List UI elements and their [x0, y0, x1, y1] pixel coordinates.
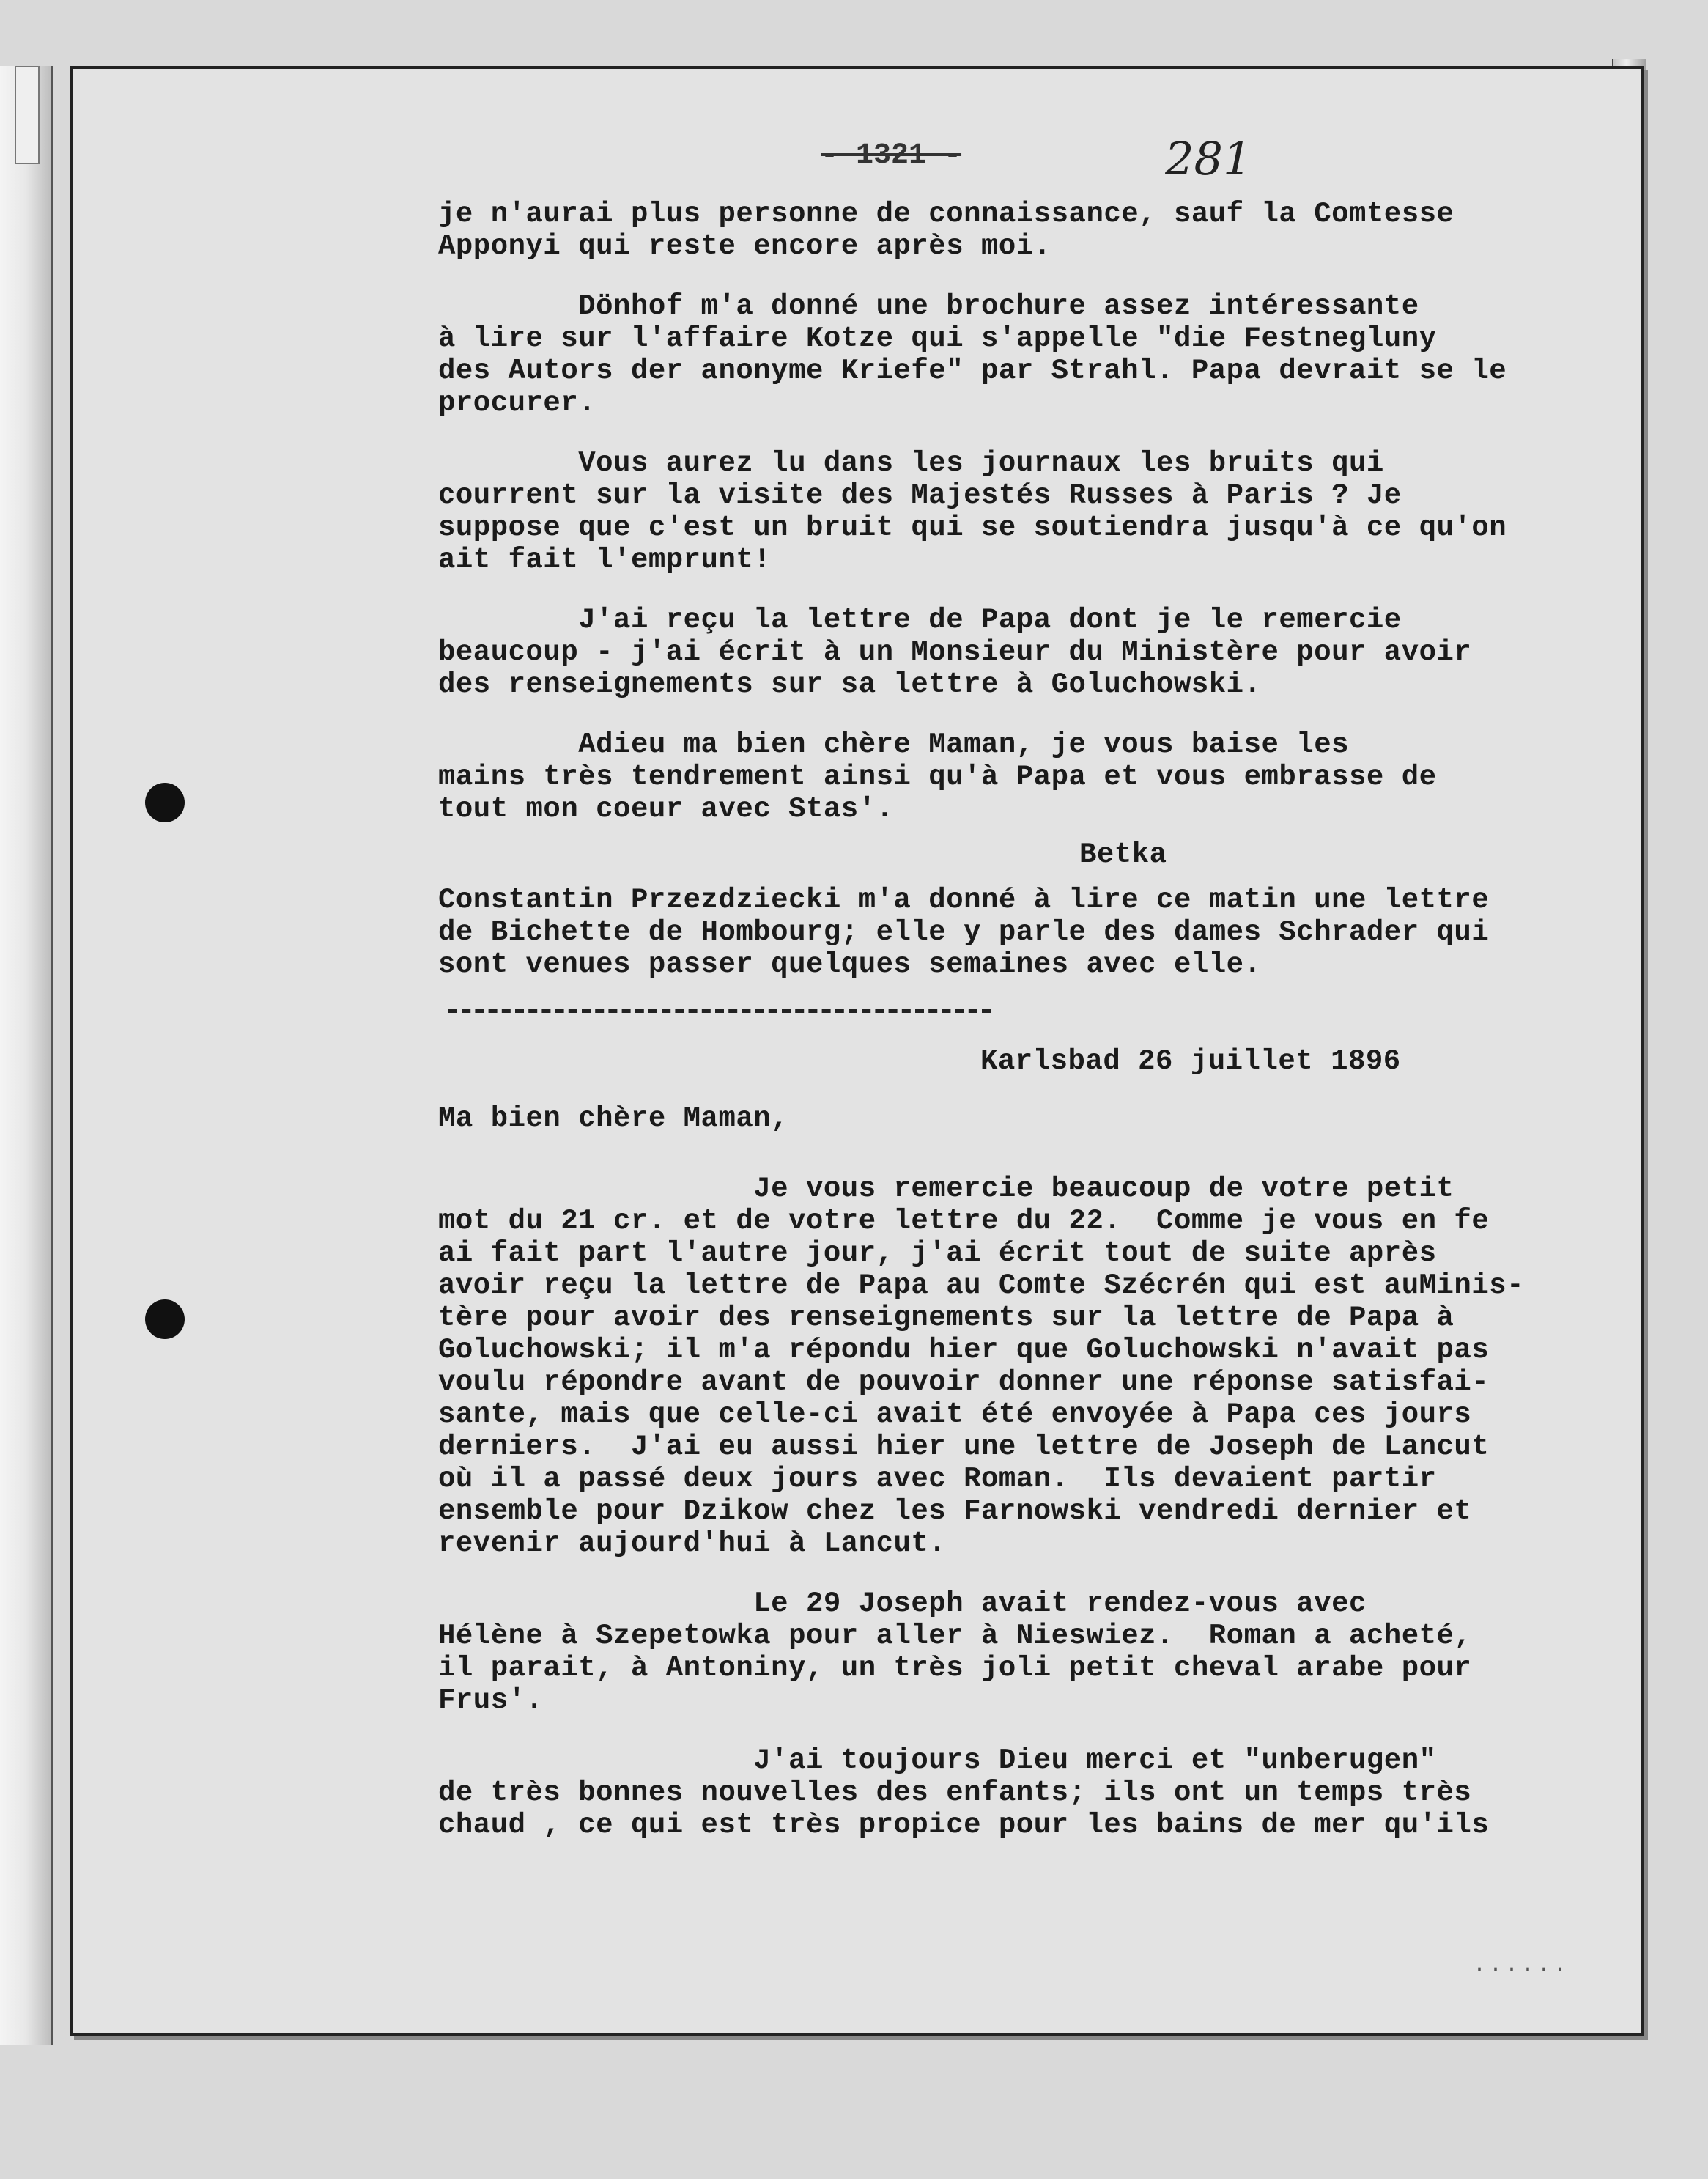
text-line: courrent sur la visite des Majestés Russes à Paris ? Je	[438, 479, 1402, 512]
text-line: Le 29 Joseph avait rendez-vous avec	[438, 1588, 1367, 1620]
letter2-paragraphs	[438, 1173, 1611, 1841]
text-line: des Autors der anonyme Kriefe" par Strahl. Papa devrait se le	[438, 355, 1507, 387]
letter-body	[438, 198, 1611, 1869]
signature: Betka	[1079, 838, 1167, 871]
text-line: suppose que c'est un bruit qui se soutiendra jusqu'à ce qu'on	[438, 512, 1507, 544]
text-line: chaud , ce qui est très propice pour les bains de mer qu'ils	[438, 1809, 1490, 1841]
paragraph	[438, 290, 1611, 419]
paragraph	[438, 604, 1611, 701]
text-line: procurer.	[438, 387, 596, 419]
text-line: je n'aurai plus personne de connaissance, sauf la Comtesse	[438, 198, 1454, 230]
punch-hole-lower	[145, 1299, 185, 1339]
text-line: de très bonnes nouvelles des enfants; ils ont un temps très	[438, 1777, 1472, 1809]
text-line: avoir reçu la lettre de Papa au Comte Szécrén qui est auMinis-	[438, 1269, 1525, 1302]
text-line: à lire sur l'affaire Kotze qui s'appelle "die Festnegluny	[438, 322, 1437, 355]
binder-strip	[15, 66, 40, 164]
text-line: Constantin Przezdziecki m'a donné à lire ce matin une lettre	[438, 884, 1490, 916]
text-line: Goluchowski; il m'a répondu hier que Goluchowski n'avait pas	[438, 1334, 1490, 1366]
text-line: des renseignements sur sa lettre à Goluchowski.	[438, 668, 1262, 701]
text-line: tère pour avoir des renseignements sur la lettre de Papa à	[438, 1302, 1454, 1334]
text-line: mains très tendrement ainsi qu'à Papa et vous embrasse de	[438, 761, 1437, 793]
text-line: Frus'.	[438, 1684, 544, 1717]
paragraph	[438, 729, 1611, 825]
postscript	[438, 884, 1611, 981]
text-line: derniers. J'ai eu aussi hier une lettre de Joseph de Lancut	[438, 1431, 1490, 1463]
paragraph	[438, 1744, 1611, 1841]
text-line: il parait, à Antoniny, un très joli petit cheval arabe pour	[438, 1652, 1472, 1684]
folio-number: 281	[1165, 132, 1252, 185]
text-line: Hélène à Szepetowka pour aller à Nieswiez. Roman a acheté,	[438, 1620, 1472, 1652]
text-line: ai fait part l'autre jour, j'ai écrit tout de suite après	[438, 1237, 1437, 1269]
text-line: J'ai reçu la lettre de Papa dont je le remercie	[438, 604, 1402, 636]
text-line: Adieu ma bien chère Maman, je vous baise les	[438, 729, 1349, 761]
text-line: revenir aujourd'hui à Lancut.	[438, 1527, 947, 1560]
text-line: voulu répondre avant de pouvoir donner une réponse satisfai-	[438, 1366, 1490, 1398]
text-line: ait fait l'emprunt!	[438, 544, 772, 576]
paragraph	[438, 447, 1611, 576]
text-line: Apponyi qui reste encore après moi.	[438, 230, 1051, 262]
paragraph	[438, 198, 1611, 262]
paragraph	[438, 1588, 1611, 1717]
punch-hole-upper	[145, 783, 185, 822]
separator-rule	[448, 1009, 991, 1013]
text-line: beaucoup - j'ai écrit à un Monsieur du Ministère pour avoir	[438, 636, 1472, 668]
dateline: Karlsbad 26 juillet 1896	[980, 1045, 1401, 1077]
text-line: Je vous remercie beaucoup de votre petit	[438, 1173, 1454, 1205]
salutation: Ma bien chère Maman,	[438, 1102, 789, 1135]
text-line: sante, mais que celle-ci avait été envoyée à Papa ces jours	[438, 1398, 1472, 1431]
text-line: Dönhof m'a donné une brochure assez intéressante	[438, 290, 1419, 322]
text-line: de Bichette de Hombourg; elle y parle des dames Schrader qui	[438, 916, 1490, 948]
text-line: où il a passé deux jours avec Roman. Ils devaient partir	[438, 1463, 1437, 1495]
page-number: - 1321 -	[821, 139, 962, 172]
text-line: ensemble pour Dzikow chez les Farnowski vendredi dernier et	[438, 1495, 1472, 1527]
paragraph	[438, 1173, 1611, 1560]
letter1-paragraphs	[438, 198, 1611, 825]
text-line: tout mon coeur avec Stas'.	[438, 793, 894, 825]
text-line: J'ai toujours Dieu merci et "unberugen"	[438, 1744, 1437, 1777]
text-line: mot du 21 cr. et de votre lettre du 22. Comme je vous en fe	[438, 1205, 1490, 1237]
text-line: sont venues passer quelques semaines avec elle.	[438, 948, 1262, 981]
continuation-dots: ......	[1473, 1953, 1570, 1978]
binder-edge	[0, 66, 53, 2045]
text-line: Vous aurez lu dans les journaux les bruits qui	[438, 447, 1384, 479]
